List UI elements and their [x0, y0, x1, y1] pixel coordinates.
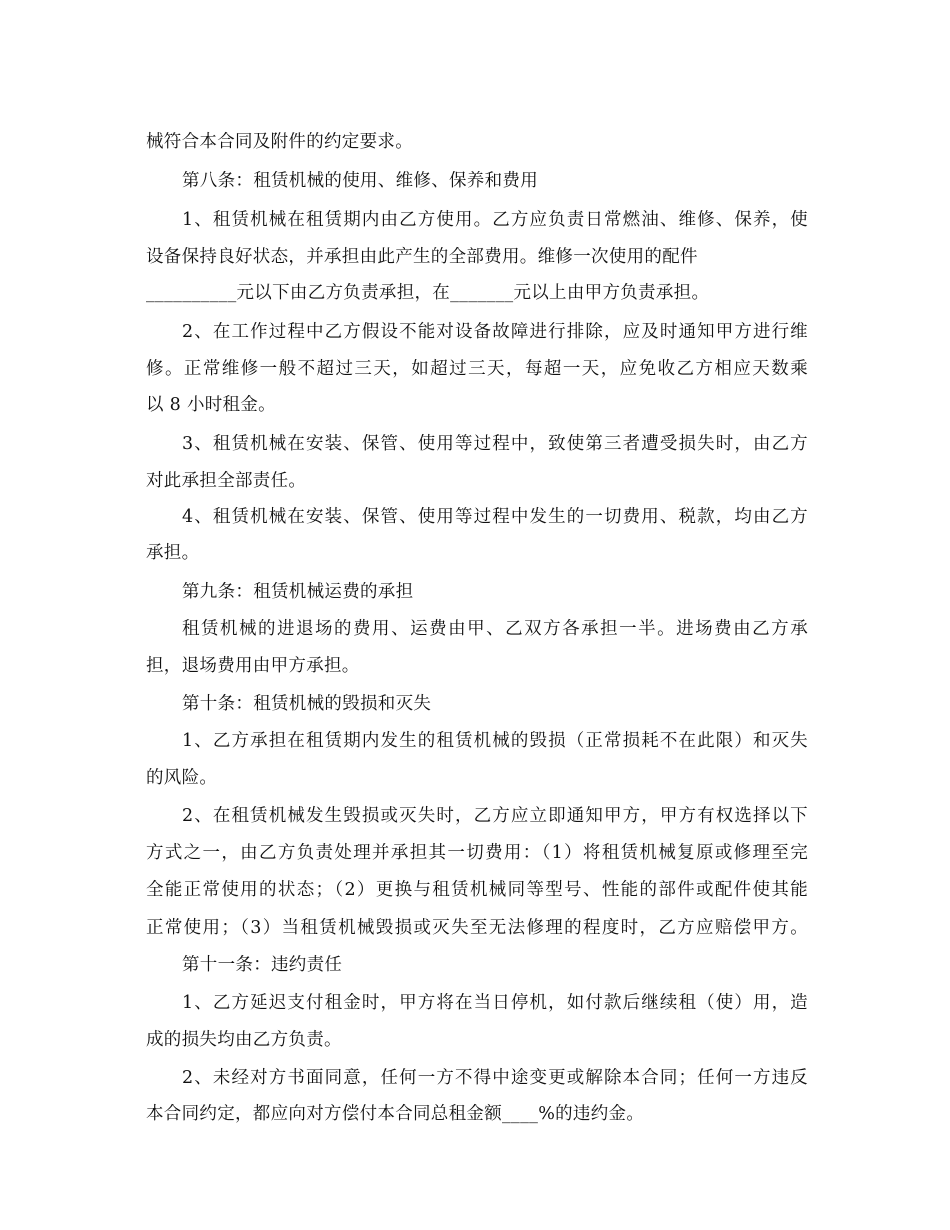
text-line: 承担。	[146, 543, 200, 563]
text-line: 对此承担全部责任。	[146, 471, 307, 491]
text-line: 4、租赁机械在安装、保管、使用等过程中发生的一切费用、税款，均由乙方	[182, 507, 808, 527]
text-line: 修。正常维修一般不超过三天，如超过三天，每超一天，应免收乙方相应天数乘	[146, 359, 808, 379]
text-line: 1、乙方延迟支付租金时，甲方将在当日停机，如付款后继续租（使）用，造	[182, 993, 808, 1013]
section-heading-11: 第十一条：违约责任	[182, 955, 343, 975]
text-line: 方式之一，由乙方负责处理并承担其一切费用：（1）将租赁机械复原或修理至完	[146, 843, 808, 863]
section-heading-8: 第八条：租赁机械的使用、维修、保养和费用	[182, 171, 538, 191]
section-heading-9: 第九条：租赁机械运费的承担	[182, 582, 414, 602]
text-line: 1、乙方承担在租赁期内发生的租赁机械的毁损（正常损耗不在此限）和灭失	[182, 731, 808, 751]
text-line: 租赁机械的进退场的费用、运费由甲、乙双方各承担一半。进场费由乙方承	[182, 619, 808, 639]
section-heading-10: 第十条：租赁机械的毁损和灭失	[182, 694, 432, 714]
text-line: 1、租赁机械在租赁期内由乙方使用。乙方应负责日常燃油、维修、保养，使	[182, 210, 808, 230]
text-line: 械符合本合同及附件的约定要求。	[146, 132, 413, 152]
text-line: 担，退场费用由甲方承担。	[146, 656, 360, 676]
text-line: __________元以下由乙方负责承担，在_______元以上由甲方负责承担。	[146, 283, 710, 303]
text-line: 成的损失均由乙方负责。	[146, 1030, 342, 1050]
text-line: 3、租赁机械在安装、保管、使用等过程中，致使第三者遭受损失时，由乙方	[182, 434, 808, 454]
text-line: 2、未经对方书面同意，任何一方不得中途变更或解除本合同；任何一方违反	[182, 1068, 808, 1088]
text-line: 2、在租赁机械发生毁损或灭失时，乙方应立即通知甲方，甲方有权选择以下	[182, 806, 808, 826]
text-line: 的风险。	[146, 768, 218, 788]
text-line: 本合同约定，都应向对方偿付本合同总租金额____%的违约金。	[146, 1104, 645, 1124]
text-line: 设备保持良好状态，并承担由此产生的全部费用。维修一次使用的配件	[146, 247, 698, 267]
text-line: 全能正常使用的状态；（2）更换与租赁机械同等型号、性能的部件或配件使其能	[146, 880, 808, 900]
text-line: 2、在工作过程中乙方假设不能对设备故障进行排除，应及时通知甲方进行维	[182, 322, 808, 342]
text-line: 以 8 小时租金。	[146, 395, 276, 415]
text-line: 正常使用；（3）当租赁机械毁损或灭失至无法修理的程度时，乙方应赔偿甲方。	[146, 918, 808, 938]
